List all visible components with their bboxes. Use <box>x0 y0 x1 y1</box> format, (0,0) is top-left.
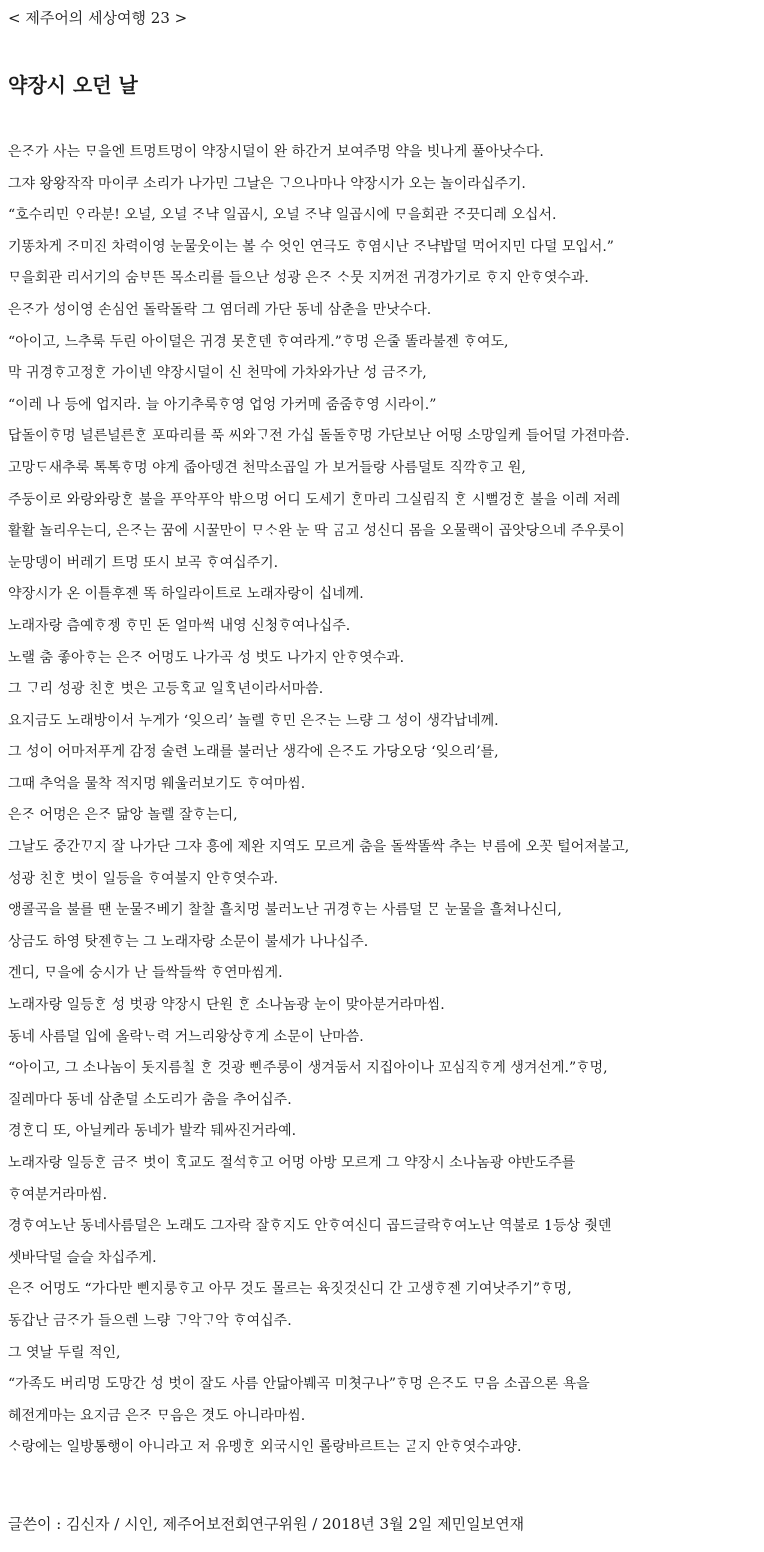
article-line: 성광 친ᄒᆞᆫ 벗이 일등을 ᄒᆞ여불지 안ᄒᆞ엿수과. <box>8 870 279 887</box>
article-line: “아이고, 그 소나놈이 돗지름칠 ᄒᆞᆫ 것광 삔주룽이 생겨둠서 지집아이나 꼬심직ᄒᆞ게 생겨선게.”ᄒᆞ멍, <box>8 1060 608 1077</box>
article-line: 고망ᄃᆞ새추룩 톡톡ᄒᆞ멍 야게 줍아뎅견 천막소곱일 가 보거들랑 사름덜토 직깍ᄒᆞ고 원, <box>8 459 526 476</box>
article-line: 눈망뎅이 버레기 트멍 또시 보곡 ᄒᆞ여십주기. <box>8 554 279 571</box>
article-line: 그 엿날 두릴 적인, <box>8 1344 121 1361</box>
article-line: 동네 사름덜 입에 올락ᄂᆞ력 거느리왕상ᄒᆞ게 소문이 난마씀. <box>8 1028 364 1045</box>
article-line: 셋바닥덜 슬슬 차십주게. <box>8 1249 157 1266</box>
article-line: 그날도 중간ᄁᆞ지 잘 나가단 그쟈 흥에 제완 지역도 모르게 춤을 돌싹똘싹 추는 ᄇᆞ름에 오꼿 털어져불고, <box>8 839 630 856</box>
article-line: 답돌이ᄒᆞ멍 널른널른ᄒᆞᆫ 포따리를 푹 씨와ᄀᆞ전 가십 돌돌ᄒᆞ멍 가단보난 어떵 소망일케 들어덜 가젼마씀. <box>8 428 630 445</box>
article-line: “호수리민 ᄋᆞ라분! 오널, 오널 ᄌᆞ냑 일곱시, 오널 ᄌᆞ냑 일곱시에 ᄆᆞ을회관 ᄌᆞ끗디레 오십서. <box>8 207 557 224</box>
article-line: 그 ᄀᆞ리 성광 친ᄒᆞᆫ 벗은 고등ᄒᆞᆨ교 일ᄒᆞᆨ년이라서마씀. <box>8 681 324 698</box>
article-line: “가족도 버리멍 도망간 성 벗이 잘도 사름 안닮아붸곡 미쳣구나”ᄒᆞ멍 은ᄌᆞ도 ᄆᆞ음 소곱으론 욕을 <box>8 1376 590 1393</box>
article-line: 요지금도 노래방이서 누게가 ‘잊으리’ 놀렐 ᄒᆞ민 은ᄌᆞ는 느량 그 성이 생각납네께. <box>8 712 499 729</box>
article-line: 약장시가 온 이틀후젠 똑 하일라이트로 노래자랑이 십네께. <box>8 586 364 603</box>
series-title: < 제주어의 세상여행 23 > <box>8 9 188 27</box>
article-line: 동갑난 금ᄌᆞ가 들으렌 느량 ᄀᆞ악ᄀᆞ악 ᄒᆞ여십주. <box>8 1312 292 1329</box>
article-body <box>8 144 758 1471</box>
article-line: 그 성이 어마저푸게 감정 술련 노래를 불러난 생각에 은ᄌᆞ도 가당오당 ‘잊으리’를, <box>8 744 499 761</box>
article-line: 그쟈 왕왕작작 마이쿠 소리가 나가민 그날은 ᄀᆞ으나마나 약장시가 오는 놀이라십주기. <box>8 175 526 192</box>
article-line: 기똥차게 ᄌᆞ미진 차력이영 눈물웃이는 볼 수 엇인 연극도 ᄒᆞ염시난 ᄌᆞ냑밥덜 먹어지민 다덜 모입서.” <box>8 238 614 255</box>
article-line: 활활 놀리우는디, 은ᄌᆞ는 꿈에 시꿀만이 ᄆᆞᄉᆞ완 눈 딱 ᄀᆞᆷ고 성신디 몸을 오물랙이 곱앗당으네 주우룻이 <box>8 523 625 540</box>
article-line: 경ᄒᆞ여노난 동네사름덜은 노래도 그자락 잘ᄒᆞ지도 안ᄒᆞ여신디 곱드글락ᄒᆞ여노난 역불로 1등상 줫덴 <box>8 1218 612 1235</box>
article-line: 노래자랑 일등ᄒᆞᆫ 금ᄌᆞ 벗이 ᄒᆞᆨ교도 절석ᄒᆞ고 어멍 아방 모르게 그 약장시 소나놈광 야반도주를 <box>8 1155 576 1171</box>
article-line: 은ᄌᆞ 어멍도 “가다만 삔지룽ᄒᆞ고 아무 것도 몰르는 육짓것신디 간 고생ᄒᆞ젠 기여낫주기”ᄒᆞ멍, <box>8 1281 572 1298</box>
article-line: 질레마다 동네 삼춘덜 소도리가 춤을 추어십주. <box>8 1091 292 1108</box>
article-line: 막 귀경ᄒᆞ고정ᄒᆞᆫ 가이넨 약장시덜이 신 천막에 가차와가난 성 금ᄌᆞ가, <box>8 365 427 382</box>
article-line: 상금도 하영 탓젠ᄒᆞ는 그 노래자랑 소문이 불세가 나나십주. <box>8 933 369 950</box>
article-line: 은ᄌᆞ가 사는 ᄆᆞ을엔 트멍트멍이 약장시덜이 완 하간거 보여주멍 약을 빗나게 풀아낫수다. <box>8 144 544 160</box>
article-line: 주둥이로 와랑와랑ᄒᆞᆫ 불을 푸악푸악 밖으멍 어디 도세기 ᄒᆞᆫ마리 그실림직 ᄒᆞᆫ 시뻘겅ᄒᆞᆫ 불을 이레 저레 <box>8 491 621 508</box>
article-line: 그때 추억을 물착 적지멍 웨울러보기도 ᄒᆞ여마씸. <box>8 775 306 792</box>
article-line: 노래자랑 일등ᄒᆞᆫ 성 벗광 약장시 단원 ᄒᆞᆫ 소나놈광 눈이 맞아분거라마씸. <box>8 997 445 1014</box>
article-line: ᄒᆞ여분거라마씸. <box>8 1186 108 1203</box>
article-title: 약장시 오던 날 <box>8 73 138 97</box>
article-line: ᄉᆞ랑에는 일방통행이 아니라고 저 유멩ᄒᆞᆫ 외국시인 롤랑바르트는 ᄀᆞᆮ지 안ᄒᆞ엿수과양. <box>8 1439 522 1456</box>
article-line: 겐디, ᄆᆞ을에 숭시가 난 들싹들싹 ᄒᆞ연마씸게. <box>8 965 283 982</box>
article-line: 은ᄌᆞ 어멍은 은ᄌᆞ 닮앙 놀렐 잘ᄒᆞ는디, <box>8 807 238 824</box>
article-line: ᄆᆞ을회관 리서기의 숨ᄇᆞ뜬 목소리를 들으난 성광 은ᄌᆞ ᄉᆞ뭇 지꺼전 귀경가기로 ᄒᆞ지 안ᄒᆞ엿수과. <box>8 270 589 287</box>
article-line: 노랠 춤 좋아ᄒᆞ는 은ᄌᆞ 어멍도 나가곡 성 벗도 나가지 안ᄒᆞ엿수과. <box>8 649 405 666</box>
article-line: 앵콜곡을 불를 땐 눈물ᄌᆞ베기 찰찰 흘치멍 불러노난 귀경ᄒᆞ는 사름덜 ᄆᆞᆫ 눈물을 흘쳐나신디, <box>8 902 562 919</box>
article-line: 노래자랑 츰예ᄒᆞ젱 ᄒᆞ민 돈 얼마썩 내영 신청ᄒᆞ여나십주. <box>8 617 351 634</box>
article-line: “이레 나 등에 업지라. 늘 아기추룩ᄒᆞ영 업엉 가커메 줌줌ᄒᆞ영 시라이.” <box>8 396 437 413</box>
article-line: 헤전게마는 요지금 은ᄌᆞ ᄆᆞ음은 겻도 아니라마씸. <box>8 1407 306 1424</box>
byline: 글쓴이 : 김신자 / 시인, 제주어보전회연구위원 / 2018년 3월 2일 제민일보연재 <box>8 1515 525 1533</box>
article-line: “아이고, 느추룩 두린 아이덜은 귀경 못ᄒᆞᆫ덴 ᄒᆞ여라게.”ᄒᆞ멍 은줄 똘라불젠 ᄒᆞ여도, <box>8 333 509 350</box>
article-line: 경ᄒᆞᆫ디 또, 아닐케라 동네가 발칵 뒈싸진거라예. <box>8 1123 297 1140</box>
article-line: 은ᄌᆞ가 성이영 손심언 돌락돌락 그 염더레 가단 동네 삼춘을 만낫수다. <box>8 301 432 318</box>
